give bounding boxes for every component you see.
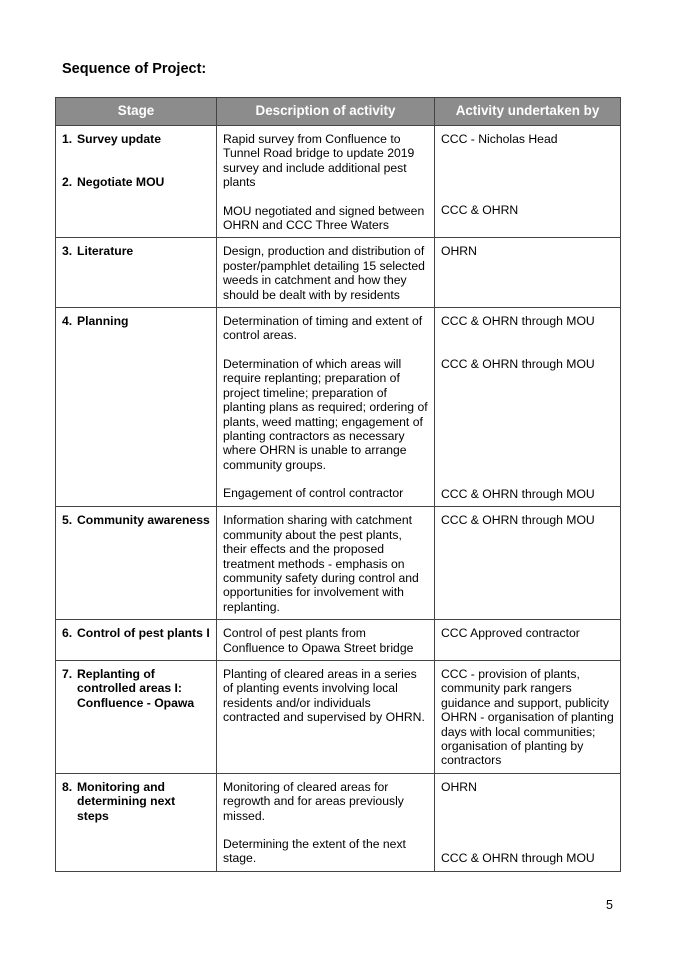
description-cell [217, 620, 435, 661]
stage-name: Control of pest plants I [77, 626, 210, 641]
undertaken-by-text: CCC & OHRN through MOU [441, 357, 595, 372]
stage-label [62, 244, 210, 258]
description-text: Determining the extent of the next stage. [223, 837, 406, 866]
table-header-row [56, 98, 621, 126]
stage-name: Literature [77, 244, 134, 259]
table-row [56, 308, 621, 507]
description-text: Determination of timing and extent of control areas. [223, 314, 423, 343]
undertaken-by-text: CCC & OHRN through MOU [441, 486, 595, 501]
stage-label [62, 667, 210, 710]
undertaken-by-text: CCC & OHRN through MOU [441, 851, 595, 866]
project-sequence-table [55, 97, 621, 872]
column-header-stage: Stage [56, 98, 217, 126]
stage-label [62, 513, 210, 527]
undertaken-by-text: CCC & OHRN through MOU [441, 314, 595, 329]
stage-cell [56, 126, 217, 238]
undertaken-by-cell [435, 507, 621, 620]
description-text: Rapid survey from Confluence to Tunnel Road bridge to update 2019 survey and include additional pest plants [223, 132, 415, 190]
undertaken-by-text: OHRN - organisation of planting days with local communities; organisation of planting by contractors [441, 710, 614, 768]
stage-number: 3. [62, 244, 73, 259]
stage-cell [56, 507, 217, 620]
column-header-description: Description of activity [217, 98, 435, 126]
description-text: Design, production and distribution of poster/pamphlet detailing 15 selected weeds in catchment and how they should be dealt with by residents [223, 244, 425, 302]
stage-label [62, 626, 210, 640]
stage-number: 2. [62, 175, 73, 190]
description-text: Determination of which areas will require replanting; preparation of project timeline; preparation of planting plans as required; ordering of plants, weed matting; engagement of planting contractors as necessary where OHRN is unable to arrange community groups. [223, 356, 428, 472]
table-row [56, 773, 621, 871]
stage-number: 7. [62, 666, 73, 681]
undertaken-by-cell [435, 620, 621, 661]
description-text: MOU negotiated and signed between OHRN and CCC Three Waters [223, 203, 425, 233]
description-text: Monitoring of cleared areas for regrowth and for areas previously missed. [223, 779, 404, 823]
stage-number: 6. [62, 626, 73, 641]
undertaken-by-cell [435, 238, 621, 308]
table-row [56, 620, 621, 661]
description-cell [217, 308, 435, 507]
stage-label [62, 314, 210, 328]
undertaken-by-text: OHRN [441, 779, 477, 794]
description-cell [217, 126, 435, 238]
stage-name: Survey update [77, 132, 161, 146]
stage-number: 5. [62, 513, 73, 528]
stage-cell [56, 773, 217, 871]
undertaken-by-text: OHRN [441, 244, 477, 259]
stage-name: Planning [77, 314, 129, 329]
stage-cell [56, 620, 217, 661]
stage-label [62, 780, 210, 823]
description-text: Engagement of control contractor [223, 486, 404, 501]
stage-label [62, 132, 210, 146]
table-row [56, 126, 621, 238]
table-row [56, 660, 621, 773]
table-row [56, 238, 621, 308]
page-number: 5 [606, 898, 613, 912]
description-cell [217, 660, 435, 773]
column-header-undertaken-by: Activity undertaken by [435, 98, 621, 126]
description-cell [217, 773, 435, 871]
stage-label [62, 175, 210, 189]
undertaken-by-cell [435, 308, 621, 507]
undertaken-by-text: CCC - Nicholas Head [441, 132, 558, 146]
stage-name: Monitoring and determining next steps [77, 779, 176, 823]
stage-cell [56, 660, 217, 773]
stage-name: Community awareness [77, 513, 210, 528]
stage-name: Negotiate MOU [77, 175, 165, 190]
stage-number: 1. [62, 132, 73, 146]
undertaken-by-text: CCC & OHRN [441, 203, 519, 218]
stage-number: 4. [62, 314, 73, 329]
undertaken-by-cell [435, 660, 621, 773]
stage-cell [56, 238, 217, 308]
stage-name: Replanting of controlled areas I: Confluence - Opawa [77, 666, 195, 710]
description-cell [217, 238, 435, 308]
undertaken-by-cell [435, 126, 621, 238]
undertaken-by-text: CCC & OHRN through MOU [441, 513, 595, 528]
undertaken-by-text: CCC - provision of plants, community park rangers guidance and support, publicity [441, 666, 610, 710]
stage-cell [56, 308, 217, 507]
undertaken-by-text: CCC Approved contractor [441, 626, 580, 641]
description-text: Control of pest plants from Confluence to Opawa Street bridge [223, 626, 414, 655]
description-cell [217, 507, 435, 620]
description-text: Information sharing with catchment community about the pest plants, their effects and the proposed treatment methods - emphasis on community safety during control and opportunities for involvement with replanting. [223, 513, 419, 614]
page-title: Sequence of Project: [62, 61, 207, 77]
undertaken-by-cell [435, 773, 621, 871]
table-row [56, 507, 621, 620]
stage-number: 8. [62, 779, 73, 794]
description-text: Planting of cleared areas in a series of planting events involving local residents and/or individuals contracted and supervised by OHRN. [223, 666, 425, 725]
